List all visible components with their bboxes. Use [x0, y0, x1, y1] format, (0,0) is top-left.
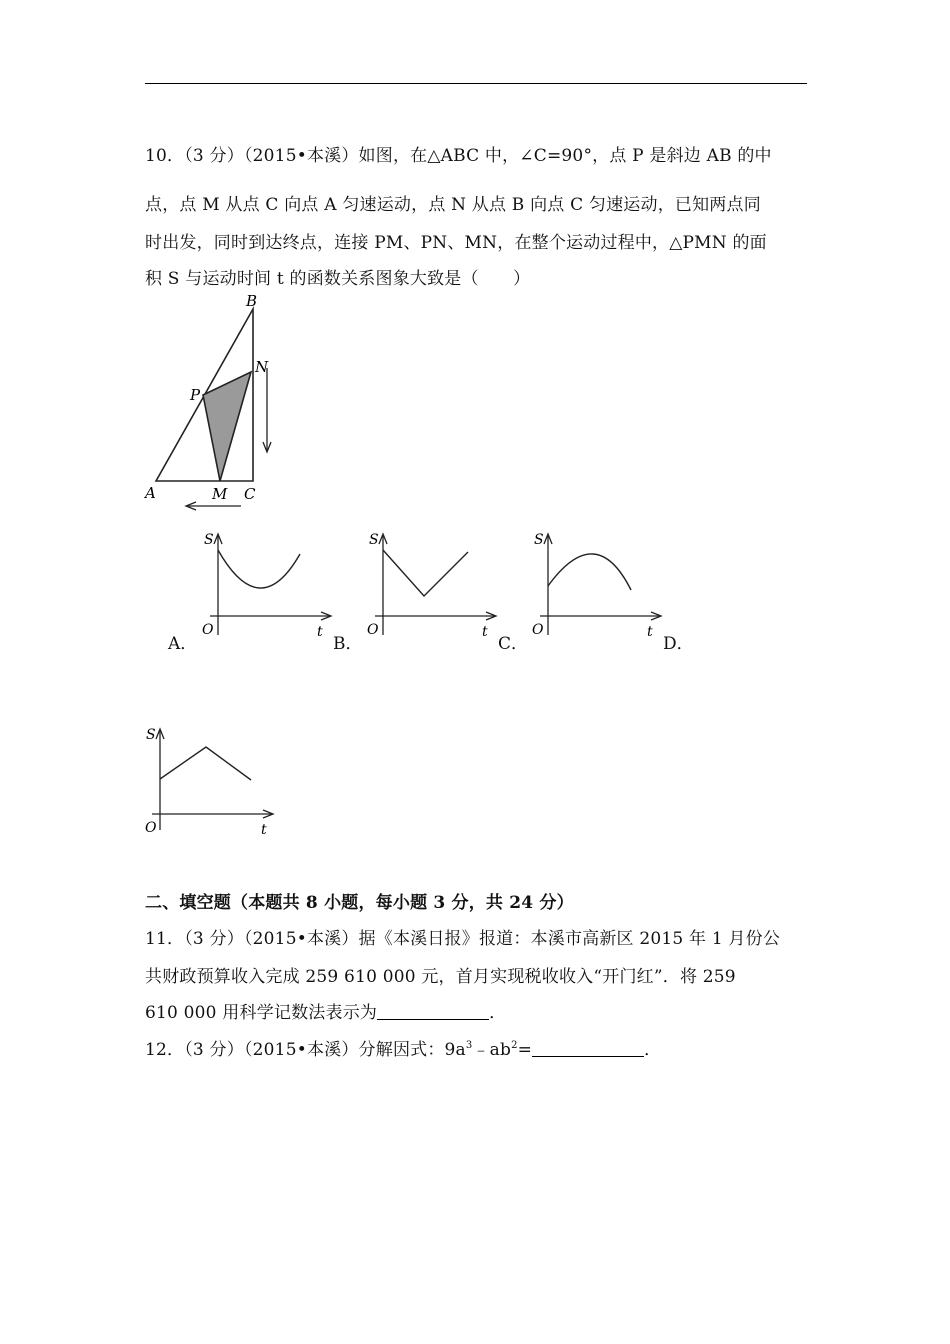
triangle-pmn — [203, 372, 251, 481]
svg-text:S: S — [369, 532, 379, 548]
curve-b — [383, 550, 468, 596]
curve-a — [218, 550, 300, 588]
q10-line3: 时出发，同时到达终点，连接 PM、PN、MN，在整个运动过程中，△PMN 的面 — [145, 233, 767, 253]
graph-a — [200, 530, 340, 642]
svg-text:t: t — [647, 624, 653, 640]
label-p: P — [190, 386, 201, 404]
svg-text:S: S — [204, 532, 214, 548]
svg-text:t: t — [482, 624, 488, 640]
header-rule — [145, 83, 807, 84]
q11-line1: 11．（3 分）（2015•本溪）据《本溪日报》报道：本溪市高新区 2015 年 1 月份公 — [145, 929, 781, 949]
svg-text:O: O — [532, 622, 544, 638]
svg-text:O: O — [202, 622, 214, 638]
label-c: C — [244, 485, 256, 503]
svg-text:t: t — [317, 624, 323, 640]
svg-text:S: S — [146, 727, 156, 743]
q12-answer-blank[interactable] — [532, 1038, 644, 1057]
option-a-label: A． — [168, 634, 198, 654]
section2-heading: 二、填空题（本题共 8 小题，每小题 3 分，共 24 分） — [145, 893, 574, 913]
label-m: M — [212, 485, 228, 503]
label-b: B — [246, 292, 258, 310]
triangle-figure — [140, 292, 280, 524]
graph-c — [530, 530, 670, 642]
label-n: N — [255, 358, 269, 376]
svg-text:O: O — [145, 820, 157, 836]
q11-answer-blank[interactable] — [377, 1001, 489, 1020]
option-d-label: D． — [663, 634, 694, 654]
graph-b — [365, 530, 505, 642]
q11-line3: 610 000 用科学记数法表示为 ． — [145, 1003, 507, 1023]
svg-text:t: t — [261, 822, 267, 838]
label-a: A — [145, 484, 156, 502]
q11-line2: 共财政预算收入完成 259 610 000 元，首月实现税收收入“开门红”．将 259 — [145, 967, 736, 987]
q10-line1: 10．（3 分）（2015•本溪）如图，在△ABC 中，∠C=90°，点 P 是斜边 AB 的中 — [145, 146, 772, 166]
option-b-label: B． — [333, 634, 363, 654]
curve-d — [160, 747, 251, 780]
graph-d — [145, 725, 285, 837]
q10-line4: 积 S 与运动时间 t 的函数关系图象大致是（ ） — [145, 269, 531, 289]
svg-text:O: O — [367, 622, 379, 638]
option-c-label: C． — [498, 634, 529, 654]
q12-line: 12．（3 分）（2015•本溪）分解因式：$9a^3﹣ab^2=$ ． — [145, 1040, 662, 1060]
svg-text:S: S — [534, 532, 544, 548]
q10-line2: 点，点 M 从点 C 向点 A 匀速运动，点 N 从点 B 向点 C 匀速运动，已知两点同 — [145, 195, 761, 215]
curve-c — [548, 554, 631, 590]
